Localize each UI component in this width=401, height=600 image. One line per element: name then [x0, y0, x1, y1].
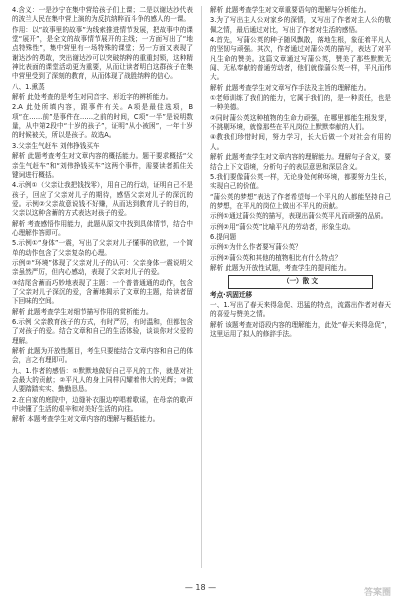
- answer-paragraph: 3.为了写出主人公对家乡的深情，又写出了作者对主人公的敬佩之情，最后通过对比，写出了作者对生活的感悟。: [210, 16, 391, 34]
- answer-paragraph: 解析 此题考查考生对文章内容的概括能力。题干要求概括“父亲生气赶车”和“刘伟挣钱买车”这两个事件，需要读者抓住关键词进行概括。: [12, 152, 193, 179]
- answer-paragraph: 示例②用“蒲公英”比喻平凡的劳动者，形象生动。: [210, 222, 355, 231]
- answer-paragraph: 解析 该题考查对语段内容的理解能力，此处“春天来得急促”，这里运用了拟人的修辞手法。: [210, 320, 391, 338]
- answer-paragraph: 一、1.写出了春天来得急促、迅猛的特点，流露出作者对春天的喜爱与赞美之情。: [210, 300, 391, 319]
- answer-paragraph: ②同时蒲公英这种植物的生命力顽强，在哪里都能生根发芽，不挑剔环境，就像那些在平凡岗位上默默奉献的人们。: [210, 113, 391, 132]
- answer-paragraph: 作用：以“故事里的故事”为线索推进情节发展，把故事中的课堂“展开”，是全文的故事情节展开的主线；一方面写出了“地点特殊性”，集中营里有一场特殊的课堂；另一方面又表现了谢达沙的勇敢，突出谢达沙可以突破纳粹的重重封锁，这种精神比表面的课堂活动更为重要，从而让读者明白这群孩子在集中营里受到了深刻的教育，从而体现了战胜纳粹的信心。: [12, 25, 193, 81]
- column-divider: [201, 6, 202, 568]
- page-number: — 18 —: [184, 583, 217, 592]
- answer-paragraph: 解析 本题考查学生对文章内容的理解与概括能力。: [12, 415, 160, 424]
- answer-paragraph: 2.A 此处所填内容，跟事件有关。A项是最佳选项，B项“在……前”是事件在……之前的时间，C项“一半”是说明数量，从中第2段中“十岁的孩子”，证明“从小被困”，一年十岁的时候被关，所以是孩子。故选A。: [12, 103, 193, 140]
- answer-paragraph: 4.示例①（父亲让我把钱找零），用自己的行动，证明自己不是孩子，回应了父亲对儿子的期待，感悟父亲对儿子的深沉的爱。示例②父亲故意说钱不好赚，从而达到教育儿子的目的，父亲以这种含蓄的方式表达对孩子的爱。: [12, 181, 193, 218]
- answer-paragraph: 示例①通过蒲公英的描写，表现出蒲公英平凡而顽强的品质。: [210, 212, 388, 221]
- answer-paragraph: 解析 此题考查学生对细节描写作用的赏析能力。: [12, 307, 153, 316]
- answer-paragraph: 4.首先，写蒲公英的种子随风飘散，落地生根，象征着平凡人的坚韧与顽强。其次，作者通过对蒲公英的描写，表达了对平凡生命的赞美。这篇文章通过写蒲公英，赞美了那些默默无闻、无私奉献的普通劳动者，他们就像蒲公英一样，平凡而伟大。: [210, 36, 391, 82]
- answer-paragraph: 解析 此题考查学生对文章写作手法及主旨的理解能力。: [210, 83, 371, 92]
- answer-paragraph: 解析 此题考查学生对文章重要语句的理解与分析能力。: [210, 6, 371, 14]
- answer-paragraph: 5.我们要像蒲公英一样，无论身处何种环境，都要努力生长，实现自己的价值。: [210, 172, 391, 191]
- answer-paragraph: ①老师训练了我们的能力，它属于我们的，是一种责任，也是一种美德。: [210, 94, 391, 112]
- answer-paragraph: ③结尾含蓄而巧妙地表现了主题：一个普普通通的动作，包含了父亲对儿子深沉的爱，含蓄地揭示了文章的主题，给读者留下回味的空间。: [12, 278, 193, 306]
- answer-paragraph: 解析 此处考查的是考生对同音字、形近字的辨析能力。: [12, 93, 173, 102]
- answer-paragraph: 示例②蒲公英和其他的植物相比有什么特点？: [210, 253, 342, 262]
- answer-paragraph: 示例②“环境”体现了父亲对儿子的认可：父亲身体一震说明父亲虽然严厉，但内心感动，表现了父亲对儿子的爱。: [12, 258, 193, 277]
- answer-paragraph: 5.示例①“身体”一震，写出了父亲对儿子懂事的欣慰，一个简单的动作包含了父亲复杂的心理。: [12, 239, 193, 257]
- right-column: [210, 6, 391, 568]
- answer-paragraph: 解析 此题为开放性试题，考查学生的提问能力。: [210, 263, 351, 272]
- answer-paragraph: 八、1.熏蒸: [12, 82, 45, 91]
- answer-paragraph: ④教我们珍惜时间，努力学习，长大后做一个对社会有用的人。: [210, 133, 391, 151]
- answer-paragraph: 示例①为什么作者要写蒲公英？: [210, 243, 302, 252]
- left-column: [12, 6, 193, 568]
- answer-paragraph: “蒲公英的梦想”表达了作者希望每一个平凡的人都能坚持自己的梦想，在平凡的岗位上做出不平凡的贡献。: [210, 192, 391, 210]
- answer-paragraph: 解析 此题为开放性题目，考生只要能结合文章内容和自己的体会，言之有理即可。: [12, 347, 193, 365]
- two-column-layout: [12, 6, 391, 568]
- answer-paragraph: 解析 此题考查学生对文章内容的理解能力。理解句子含义，要结合上下文语境，分析句子的表层意思和深层含义。: [210, 153, 391, 171]
- answer-paragraph: 2.在自家的庭院中，边缝补衣服边哼唱着歌谣，在母亲的歌声中读懂了生活的艰辛和对美好生活的向往。: [12, 395, 193, 414]
- answer-paragraph: 4.含义：一是沙宁在集中营给孩子们上课；二是以谢达沙代表的波兰人民在集中营上演的为反抗纳粹而斗争的感人的一课。: [12, 6, 193, 24]
- answer-paragraph: 3.父亲生气赶车 刘伟挣钱买车: [12, 141, 100, 150]
- answer-paragraph: 九、1.作者的感悟：①默默地做好自己平凡的工作，就是对社会最大的贡献；②平凡人的身上同样闪耀着伟大的光辉；③做人要踏踏实实、勤勤恳恳。: [12, 366, 193, 394]
- section-title-box: （一）散 文: [228, 275, 373, 288]
- answer-paragraph: 6.示例 父亲教育孩子的方式，有时严厉，有时温和，但都包含了对孩子的爱。结合文章和自己的生活体验，谈谈你对父爱的理解。: [12, 318, 193, 345]
- answer-paragraph: 6.提问题: [210, 232, 237, 241]
- watermark-logo: 答案圈: [363, 588, 391, 598]
- section-heading: 考点·巩固迁移: [210, 290, 253, 299]
- answer-paragraph: 解析 考查感悟作用能力，此题从原文中找到具体情节，结合中心理解作答即可。: [12, 219, 193, 237]
